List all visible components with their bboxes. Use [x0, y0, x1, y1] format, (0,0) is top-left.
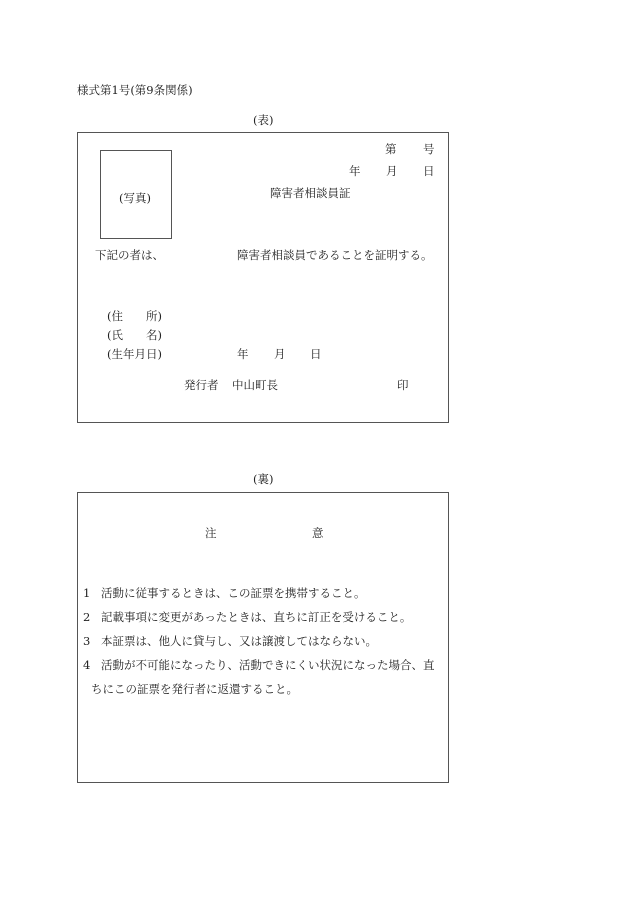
item-text: 本証票は、他人に貸与し、又は譲渡してはならない。 — [101, 634, 377, 648]
statement-suffix: 障害者相談員であることを証明する。 — [237, 248, 433, 262]
photo-label: (写真) — [119, 191, 151, 205]
number-go: 号 — [423, 142, 435, 156]
item-text: 記載事項に変更があったときは、直ちに訂正を受けること。 — [101, 610, 412, 624]
form-title: 様式第1号(第9条関係) — [77, 83, 193, 97]
item-number: 4 — [83, 658, 91, 672]
issuer-name: 中山町長 — [232, 378, 278, 392]
item-number: 2 — [83, 610, 91, 624]
id-card-back — [77, 492, 449, 783]
notice-heading-2: 意 — [312, 526, 324, 540]
birth-month: 月 — [274, 347, 286, 361]
birth-day: 日 — [310, 347, 322, 361]
back-side-label: (裏) — [253, 472, 274, 486]
statement-prefix: 下記の者は、 — [95, 248, 164, 262]
issue-date-month: 月 — [386, 164, 398, 178]
notice-heading-1: 注 — [205, 526, 217, 540]
item-number: 3 — [83, 634, 91, 648]
item-text: 活動に従事するときは、この証票を携帯すること。 — [101, 586, 366, 600]
photo-box — [100, 150, 172, 239]
front-side-label: (表) — [253, 113, 274, 127]
item-text: 活動が不可能になったり、活動できにくい状況になった場合、直 — [101, 658, 435, 672]
card-title: 障害者相談員証 — [270, 186, 351, 200]
address-label: (住 所) — [107, 309, 162, 323]
birth-date-label: (生年月日) — [107, 347, 162, 361]
issue-date-day: 日 — [423, 164, 435, 178]
item-text-continued: ちにこの証票を発行者に返還すること。 — [91, 682, 298, 696]
number-dai: 第 — [385, 142, 397, 156]
id-card-front — [77, 132, 449, 423]
item-number: 1 — [83, 586, 91, 600]
birth-year: 年 — [237, 347, 249, 361]
issuer-label: 発行者 — [184, 378, 219, 392]
name-label: (氏 名) — [107, 328, 162, 342]
issue-date-year: 年 — [349, 164, 361, 178]
seal-mark: 印 — [397, 378, 409, 392]
